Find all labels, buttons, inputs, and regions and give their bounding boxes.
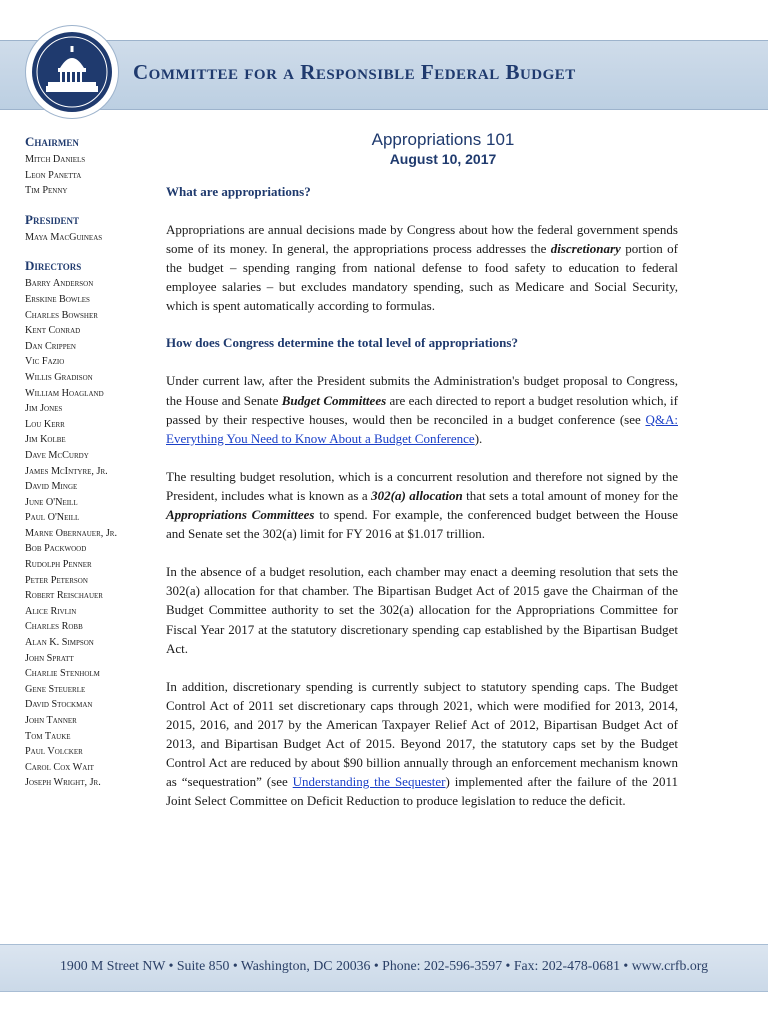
person-name: Tim Penny [25,185,68,197]
footer-address: 1900 M Street NW • Suite 850 • Washington, DC 20036 • Phone: 202-596-3597 • Fax: 202-478-0681 • www.crfb.org [60,958,708,973]
person-name: Kent Conrad [25,325,81,337]
person-name: Alice Rivlin [25,605,77,617]
person-name: Willis Gradison [25,371,93,383]
person-name: Tom Tauke [25,730,71,742]
person-name: June O'Neill [25,496,78,508]
person-name: Paul O'Neill [25,512,80,524]
person-name: Leon Panetta [25,169,82,181]
person-name: Gene Steuerle [25,683,86,695]
person-name: Dave McCurdy [25,449,89,461]
question-total-level: How does Congress determine the total level of appropriations? [166,335,518,351]
person-name: Vic Fazio [25,356,65,368]
person-name: Charles Robb [25,621,83,633]
paragraph-4: In the absence of a budget resolution, each chamber may enact a deeming resolution that sets the 302(a) allocation for that chamber. The Bipartisan Budget Act of 2015 gave the Chairman of the Budget Committee authority to set the 302(a) allocation for the Appropriations Committee for Fiscal Year 2017 at the statutory discretionary spending cap established by the Bipartisan Budget Act. [166,564,678,656]
president-list [25,230,150,246]
directors-list [25,276,150,791]
person-name: Barry Anderson [25,278,94,290]
chairmen-list [25,152,150,199]
org-name: Committee for a Responsible Federal Budget [133,60,576,84]
person-name: Mitch Daniels [25,154,86,165]
capitol-dome-icon [30,30,114,114]
person-name: David Minge [25,481,78,493]
sidebar [25,134,150,791]
directors-heading: Directors [25,258,82,274]
question-what-are-appropriations: What are appropriations? [166,184,311,199]
person-name: David Stockman [25,699,93,711]
person-name: James McIntyre, Jr. [25,465,108,477]
person-name: Bob Packwood [25,543,87,555]
person-name: Peter Peterson [25,574,88,586]
president-heading: President [25,211,79,227]
chairmen-heading: Chairmen [25,134,79,149]
logo [26,26,118,118]
paragraph-5: In addition, discretionary spending is currently subject to statutory spending caps. The Budget Control Act of 2011 set discretionary caps through 2021, which were modified for 2013, 2014, 2015, 2016, and 2017 by the American Taxpayer Relief Act of 2012, Bipartisan Budget Act of 2013, and Bipartisan Budget Act of 2015. Beyond 2017, the statutory caps set by the Budget Control Act are reduced by about $90 billion annually through an enforcement mechanism known as “sequestration” (see Understanding the Sequester) implemented after the failure of the 2011 Joint Select Committee on Deficit Reduction to produce legislation to reduce the deficit. [166,678,678,809]
person-name: Erskine Bowles [25,293,90,305]
sequester-link[interactable]: Understanding the Sequester [292,774,446,790]
person-name: Rudolph Penner [25,559,92,571]
person-name: Maya MacGuineas [25,231,103,243]
person-name: Jim Kolbe [25,434,66,446]
person-name: William Hoagland [25,387,104,399]
person-name: Charlie Stenholm [25,668,100,680]
budget-conference-link[interactable]: Q&A: Everything You Need to Know About a Budget Conference [166,411,678,446]
person-name: Marne Obernauer, Jr. [25,527,118,539]
document-body [166,130,678,810]
person-name: Charles Bowsher [25,309,98,321]
person-name: Robert Reischauer [25,590,103,602]
person-name: Lou Kerr [25,418,65,430]
paragraph-3: The resulting budget resolution, which is a concurrent resolution and therefore not signed by the President, includes what is known as a 302(a) allocation that sets a total amount of money for the Appropriations Committees to spend. For example, the conferenced budget between the House and Senate set the 302(a) limit for FY 2016 at $1.017 trillion. [166,468,679,542]
person-name: Alan K. Simpson [25,637,94,649]
document-date: August 10, 2017 [389,151,497,167]
person-name: Joseph Wright, Jr. [25,777,101,789]
paragraph-1: Appropriations are annual decisions made by Congress about how the federal government spends some of its money. In general, the appropriations process addresses the discretionary portion of the budget – spending ranging from national defense to food safety to education to federal employee salaries – but excludes mandatory spending, such as Medicare and Social Security, which is spent automatically according to formulas. [166,222,678,314]
person-name: Carol Cox Wait [25,761,94,773]
person-name: John Tanner [25,715,77,726]
document-title: Appropriations 101 [371,130,515,149]
person-name: Dan Crippen [25,340,76,352]
paragraph-2: Under current law, after the President submits the Administration's budget proposal to Congress, the House and Senate Budget Committees are each directed to report a budget resolution which, if passed by their respective houses, would then be reconciled in a budget conference (see Q&A: Everything You Need to Know About a Budget Conference). [166,373,678,446]
person-name: Jim Jones [25,403,63,415]
person-name: John Spratt [25,652,74,664]
person-name: Paul Volcker [25,746,83,758]
